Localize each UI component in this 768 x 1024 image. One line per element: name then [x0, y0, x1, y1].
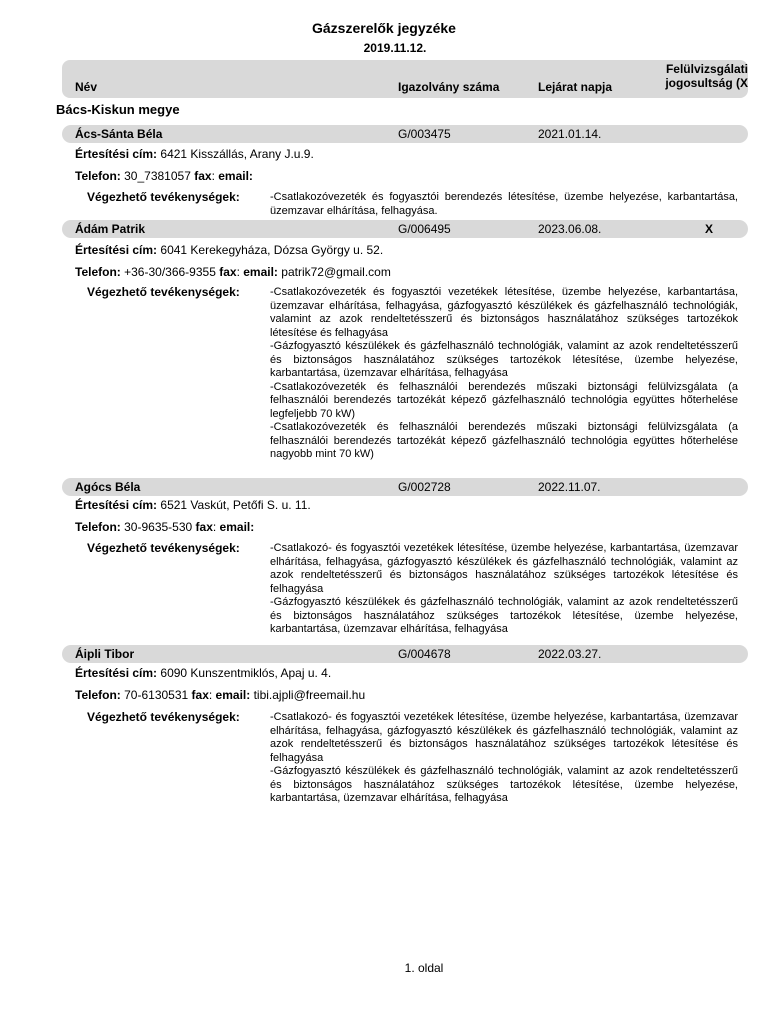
activity-item: -Csatlakozó- és fogyasztói vezetékek létesítése, üzembe helyezése, karbantartása, üzemzavar elhárítása, felhagyása, gázfogyasztó készülékek és gázfelhasználó technológiák, valamint az azok rendeltetésszerű és biztonságos használatához szükséges tartozékok létesítése és felhagyása: [270, 711, 738, 764]
email-value: patrik72@gmail.com: [281, 265, 391, 279]
fax-label: fax: [191, 688, 209, 702]
phone-value: 30-9635-530: [124, 520, 193, 534]
phone-label: Telefon:: [75, 265, 121, 279]
column-expiry: Lejárat napja: [538, 80, 613, 94]
person-id: G/002728: [398, 480, 451, 494]
address-value: 6421 Kisszállás, Arany J.u.9.: [160, 147, 314, 161]
address-label: Értesítési cím:: [75, 498, 158, 512]
page-number: 1. oldal: [404, 961, 444, 975]
address-label: Értesítési cím:: [75, 243, 158, 257]
phone-value: +36-30/366-9355: [124, 265, 216, 279]
person-name: Ács-Sánta Béla: [75, 127, 163, 141]
address-line: [75, 666, 331, 680]
column-review: [652, 62, 748, 90]
activities-label: Végezhető tevékenységek:: [87, 710, 240, 724]
address-line: [75, 243, 383, 257]
person-expiry: 2022.03.27.: [538, 647, 602, 661]
document-title: Gázszerelők jegyzéke: [312, 20, 456, 36]
address-label: Értesítési cím:: [75, 147, 158, 161]
address-line: [75, 147, 314, 161]
address-value: 6090 Kunszentmiklós, Apaj u. 4.: [160, 666, 332, 680]
activity-item: -Gázfogyasztó készülékek és gázfelhasználó technológiák, valamint az azok rendeltetésszerű és biztonságos használatához szükséges tartozékok létesítése, üzembe helyezése, karbantartása, üzemzavar elhárítása, felhagyása: [270, 340, 738, 379]
activities-label: Végezhető tevékenységek:: [87, 541, 240, 555]
fax-label: fax: [219, 265, 237, 279]
phone-value: 70-6130531: [124, 688, 189, 702]
document-date: 2019.11.12.: [363, 41, 427, 55]
email-label: email:: [215, 688, 251, 702]
column-header: [62, 60, 748, 98]
email-label: email:: [243, 265, 278, 279]
person-name: Ádám Patrik: [75, 222, 146, 236]
county-heading: Bács-Kiskun megye: [56, 102, 180, 117]
activities-label: Végezhető tevékenységek:: [87, 285, 240, 299]
phone-label: Telefon:: [75, 520, 121, 534]
email-value: tibi.ajpli@freemail.hu: [253, 688, 366, 702]
activity-item: -Csatlakozóvezeték és fogyasztói berendezés létesítése, üzembe helyezése, karbantartása, üzemzavar elhárítása, felhagyása.: [270, 191, 738, 217]
activity-item: -Csatlakozó- és fogyasztói vezetékek létesítése, üzembe helyezése, karbantartása, üzemzavar elhárítása, felhagyása, gázfogyasztó készülékek és gázfelhasználó technológiák, valamint az azok rendeltetésszerű és biztonságos használatához szükséges tartozékok létesítése és felhagyása: [270, 542, 738, 595]
person-bar: [62, 220, 748, 238]
address-value: 6041 Kerekegyháza, Dózsa György u. 52.: [160, 243, 384, 257]
person-name: Agócs Béla: [75, 480, 141, 494]
activity-item: -Csatlakozóvezeték és felhasználói berendezés műszaki biztonsági felülvizsgálata (a felhasználói berendezés tartozékát képező gázfelhasználó technológia együttes hőterhelése nagyobb mint 70 kW): [270, 421, 738, 460]
person-id: G/006495: [398, 222, 451, 236]
activity-item: -Csatlakozóvezeték és felhasználói berendezés műszaki biztonsági felülvizsgálata (a felhasználói berendezés tartozékát képező gázfelhasználó technológia együttes hőterhelése legfeljebb 70 kW): [270, 380, 738, 420]
person-id: G/003475: [398, 127, 451, 141]
activities-label: Végezhető tevékenységek:: [87, 190, 240, 204]
phone-label: Telefon:: [75, 169, 121, 183]
email-label: email:: [219, 520, 255, 534]
email-label: email:: [218, 169, 253, 183]
person-expiry: 2022.11.07.: [538, 480, 601, 494]
activities-list: [270, 286, 738, 462]
fax-label: fax: [194, 169, 212, 183]
person-name: Áipli Tibor: [75, 647, 135, 661]
contact-line: Telefon: 30-9635-530 fax: email:: [75, 520, 255, 534]
contact-line: Telefon: 70-6130531 fax: email: tibi.ajpli@freemail.hu: [75, 688, 366, 702]
activities-list: [270, 542, 738, 637]
column-review-line1: Felülvizsgálati: [665, 62, 748, 76]
address-line: [75, 498, 311, 512]
person-bar: [62, 478, 748, 496]
person-id: G/004678: [398, 647, 451, 661]
activities-list: [270, 191, 738, 218]
person-bar: [62, 645, 748, 663]
phone-label: Telefon:: [75, 688, 121, 702]
phone-value: 30_7381057: [124, 169, 191, 183]
contact-line: Telefon: 30_7381057 fax: email:: [75, 169, 253, 183]
fax-label: fax: [195, 520, 213, 534]
activity-item: -Gázfogyasztó készülékek és gázfelhasználó technológiák, valamint az azok rendeltetésszerű és biztonságos használatához szükséges tartozékok létesítése, üzembe helyezése, karbantartása, üzemzavar elhárítása, felhagyása: [270, 765, 738, 804]
column-id: Igazolvány száma: [398, 80, 500, 94]
address-value: 6521 Vaskút, Petőfi S. u. 11.: [160, 498, 311, 512]
person-expiry: 2023.06.08.: [538, 222, 602, 236]
activities-list: [270, 711, 738, 806]
column-review-line2: jogosultság (X: [665, 76, 748, 90]
contact-line: Telefon: +36-30/366-9355 fax: email: patrik72@gmail.com: [75, 265, 391, 279]
address-label: Értesítési cím:: [75, 666, 158, 680]
person-expiry: 2021.01.14.: [538, 127, 602, 141]
column-name: Név: [75, 80, 98, 94]
activity-item: -Csatlakozóvezeték és fogyasztói vezetékek létesítése, üzembe helyezése, karbantartása, üzemzavar elhárítása, felhagyása, gázfogyasztó készülékek és gázfelhasználó technológiák, valamint az azok rendeltetésszerű és biztonságos használatához szükséges tartozékok létesítése és felhagyása: [270, 286, 738, 339]
person-review: X: [705, 222, 714, 236]
activity-item: -Gázfogyasztó készülékek és gázfelhasználó technológiák, valamint az azok rendeltetésszerű és biztonságos használatához szükséges tartozékok létesítése, üzembe helyezése, karbantartása, üzemzavar elhárítása, felhagyása: [270, 596, 738, 635]
person-bar: [62, 125, 748, 143]
